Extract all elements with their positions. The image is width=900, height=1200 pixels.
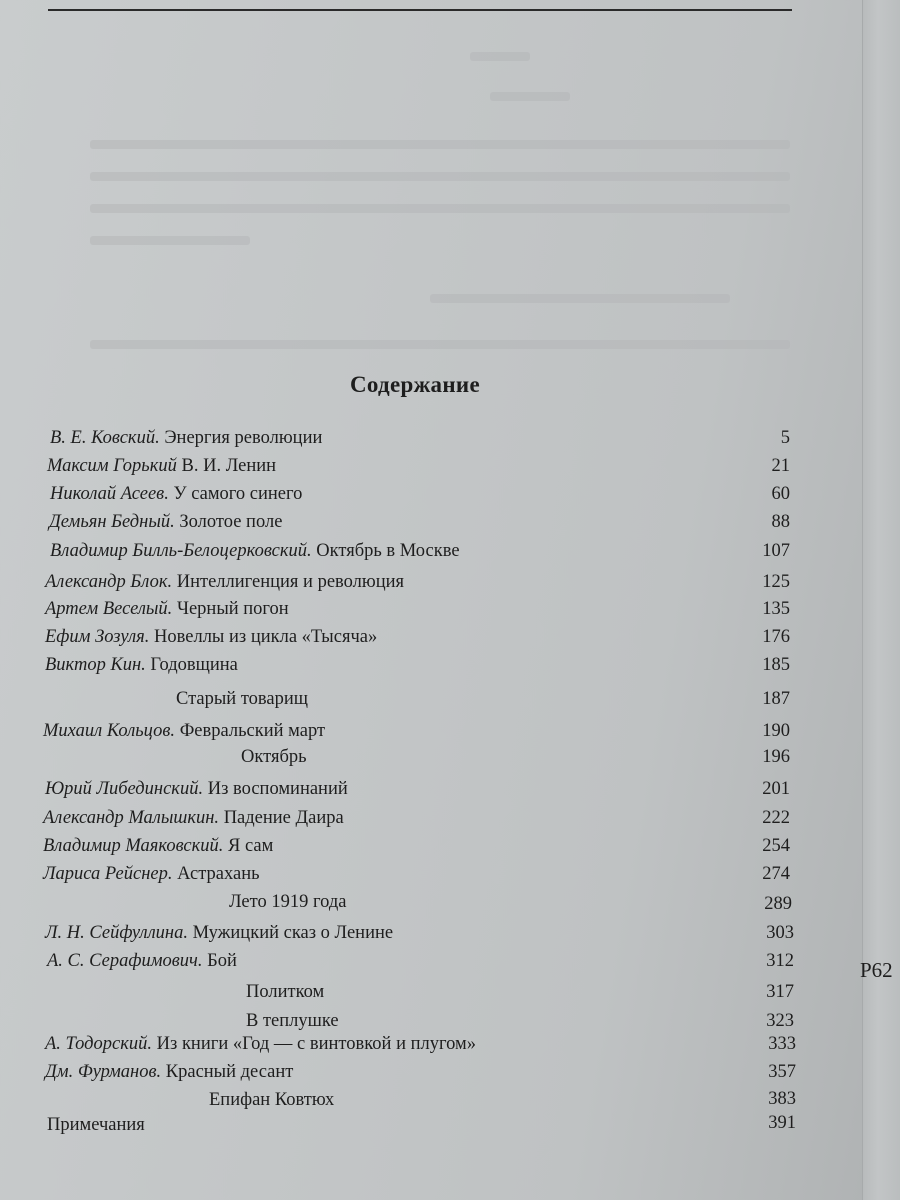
toc-entry-author: Демьян Бедный.: [49, 512, 175, 532]
toc-entry-author: Л. Н. Сейфуллина.: [45, 923, 188, 943]
toc-entry-page: 201: [762, 779, 790, 799]
toc-entry-page: 176: [762, 627, 790, 647]
toc-entry-page: 185: [762, 655, 790, 675]
toc-entry-author: В. Е. Ковский.: [50, 428, 160, 448]
toc-entry-page: 274: [762, 864, 790, 884]
toc-entry-author: Ефим Зозуля.: [45, 627, 150, 647]
toc-entry: [246, 981, 324, 1003]
toc-entry-author: Александр Блок.: [45, 572, 173, 592]
toc-entry: [229, 891, 346, 913]
toc-entry: [43, 863, 260, 885]
toc-entry-page: 383: [768, 1089, 796, 1109]
margin-note: Р62: [860, 958, 893, 982]
toc-entry-title: Астрахань: [172, 864, 260, 884]
toc-entry-page: 60: [771, 484, 790, 504]
toc-entry-page: 222: [762, 808, 790, 828]
toc-entry: [47, 950, 237, 972]
toc-entry-author: Владимир Маяковский.: [43, 836, 224, 856]
toc-entry: [45, 598, 289, 620]
toc-entry: [50, 540, 460, 562]
toc-entry-author: Максим Горький: [47, 456, 177, 476]
toc-entry: [45, 654, 238, 676]
toc-entry-title: В. И. Ленин: [176, 456, 277, 476]
toc-entry-title: Интеллигенция и революция: [172, 572, 405, 592]
toc-entry-author: А. Тодорский.: [45, 1034, 153, 1054]
toc-entry-author: Артем Веселый.: [45, 599, 173, 619]
toc-entry-author: Дм. Фурманов.: [45, 1062, 162, 1082]
toc-entry-page: 317: [766, 982, 794, 1002]
toc-entry: [45, 571, 404, 593]
toc-entry-title: Годовщина: [145, 655, 238, 675]
toc-entry: [49, 511, 282, 533]
toc-entry: [45, 1033, 476, 1055]
toc-entry-title: Из воспоминаний: [203, 779, 348, 799]
toc-entry-page: 88: [771, 512, 790, 532]
toc-entry-page: 254: [762, 836, 790, 856]
toc-entry-title: Черный погон: [172, 599, 289, 619]
toc-entry-page: 196: [762, 747, 790, 767]
toc-entry: [209, 1089, 334, 1111]
toc-entry: [45, 1061, 293, 1083]
toc-entry: [241, 746, 307, 768]
toc-entry: [45, 922, 393, 944]
toc-entry-author: А. С. Серафимович.: [47, 951, 203, 971]
toc-entry-title: Из книги «Год — с винтовкой и плугом»: [152, 1034, 476, 1054]
toc-entry-title: Энергия революции: [159, 428, 323, 448]
toc-entry-page: 135: [762, 599, 790, 619]
toc-entry-page: 391: [768, 1113, 796, 1133]
toc-entry-page: 357: [768, 1062, 796, 1082]
toc-entry: [45, 626, 377, 648]
toc-entry-author: Александр Малышкин.: [43, 808, 220, 828]
toc-entry-title: Октябрь: [241, 747, 307, 767]
toc-entry: [50, 483, 302, 505]
toc-title: Содержание: [350, 372, 480, 397]
toc-entry-page: 312: [766, 951, 794, 971]
toc-entry-page: 21: [771, 456, 790, 476]
toc-entry-page: 323: [766, 1011, 794, 1031]
toc-entry-page: 125: [762, 572, 790, 592]
toc-entry: [47, 455, 276, 477]
toc-entry-title: Я сам: [223, 836, 274, 856]
toc-entry-title: Падение Даира: [219, 808, 344, 828]
toc-entry-title: Новеллы из цикла «Тысяча»: [149, 627, 378, 647]
toc-entry-title: Мужицкий сказ о Ленине: [188, 923, 394, 943]
toc-entry-title: Епифан Ковтюх: [209, 1090, 335, 1110]
toc-entry-author: Юрий Либединский.: [45, 779, 204, 799]
toc-entry-title: В теплушке: [246, 1011, 339, 1031]
toc-entry-title: Октябрь в Москве: [311, 541, 460, 561]
toc-entry: [47, 1114, 145, 1136]
toc-entry-author: Михаил Кольцов.: [43, 721, 176, 741]
toc-entry-title: Старый товарищ: [176, 689, 309, 709]
toc-entry: [43, 720, 325, 742]
toc-entry-page: 107: [762, 541, 790, 561]
toc-entry-title: Февральский март: [175, 721, 326, 741]
toc-entry-page: 303: [766, 923, 794, 943]
toc-entry-page: 289: [764, 894, 792, 914]
toc-entry-title: У самого синего: [168, 484, 303, 504]
toc-entry-author: Виктор Кин.: [45, 655, 146, 675]
toc-entry-title: Красный десант: [161, 1062, 294, 1082]
toc-entry: [50, 427, 322, 449]
toc-entry-author: Лариса Рейснер.: [43, 864, 173, 884]
toc-entry-page: 187: [762, 689, 790, 709]
toc-entry-page: 5: [780, 428, 790, 448]
toc-entry-page: 190: [762, 721, 790, 741]
toc-entry: [43, 835, 273, 857]
toc-entry: [43, 807, 344, 829]
toc-entry-title: Золотое поле: [174, 512, 283, 532]
toc-entry: [246, 1010, 339, 1032]
toc-entry: [45, 778, 348, 800]
toc-entry-title: Политком: [246, 982, 325, 1002]
toc-entry-title: Примечания: [47, 1115, 145, 1135]
toc-entry-author: Николай Асеев.: [50, 484, 169, 504]
toc-entry-title: Лето 1919 года: [229, 892, 347, 912]
toc-entry-page: 333: [768, 1034, 796, 1054]
toc-entry-title: Бой: [202, 951, 237, 971]
toc-entry: [176, 688, 308, 710]
toc-entry-author: Владимир Билль-Белоцерковский.: [50, 541, 312, 561]
